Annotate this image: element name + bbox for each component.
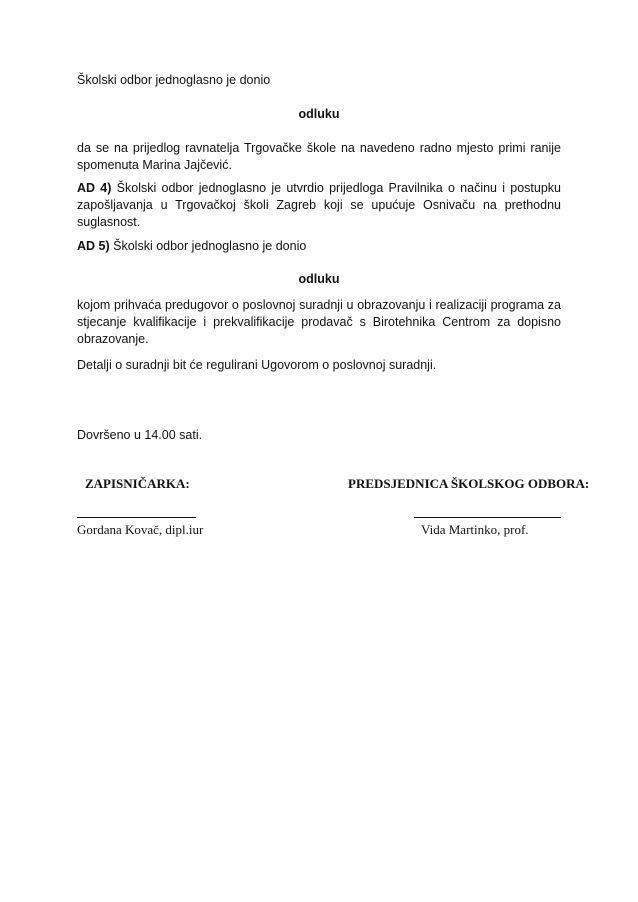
chairwoman-signature-line	[414, 517, 561, 518]
agenda-item-5-label: AD 5)	[77, 239, 110, 253]
decision-heading-1: odluku	[298, 107, 340, 121]
decision-paragraph-2: kojom prihvaća predugovor o poslovnoj suradnji u obrazovanju i realizaciji programa za stjecanje kvalifikacije i prekvalifikacije prodavač s Birotehnika Centrom za dopisno obrazovanje.	[77, 298, 561, 346]
intro-paragraph: Školski odbor jednoglasno je donio	[77, 73, 271, 87]
recorder-title: ZAPISNIČARKA:	[85, 476, 190, 491]
agenda-item-4-text: Školski odbor jednoglasno je utvrdio prijedloga Pravilnika o načinu i postupku zapošljavanja u Trgovačkoj školi Zagreb koji se upućuje Osnivaču na prethodnu suglasnost.	[77, 181, 561, 229]
recorder-name: Gordana Kovač, dipl.iur	[77, 522, 204, 537]
agenda-item-5-text: Školski odbor jednoglasno je donio	[109, 239, 307, 253]
closing-paragraph: Dovršeno u 14.00 sati.	[77, 428, 203, 442]
details-paragraph: Detalji o suradnji bit će regulirani Ugovorom o poslovnoj suradnji.	[77, 358, 437, 372]
decision-heading-2: odluku	[298, 272, 340, 286]
recorder-signature-line	[77, 517, 196, 518]
agenda-item-4-label: AD 4)	[77, 181, 112, 195]
agenda-item-5	[77, 238, 561, 255]
chairwoman-title: PREDSJEDNICA ŠKOLSKOG ODBORA:	[348, 476, 590, 491]
decision-paragraph-1: da se na prijedlog ravnatelja Trgovačke škole na navedeno radno mjesto primi ranije spomenuta Marina Jajčević.	[77, 141, 561, 172]
chairwoman-name: Vida Martinko, prof.	[421, 522, 529, 537]
agenda-item-4	[77, 180, 561, 231]
